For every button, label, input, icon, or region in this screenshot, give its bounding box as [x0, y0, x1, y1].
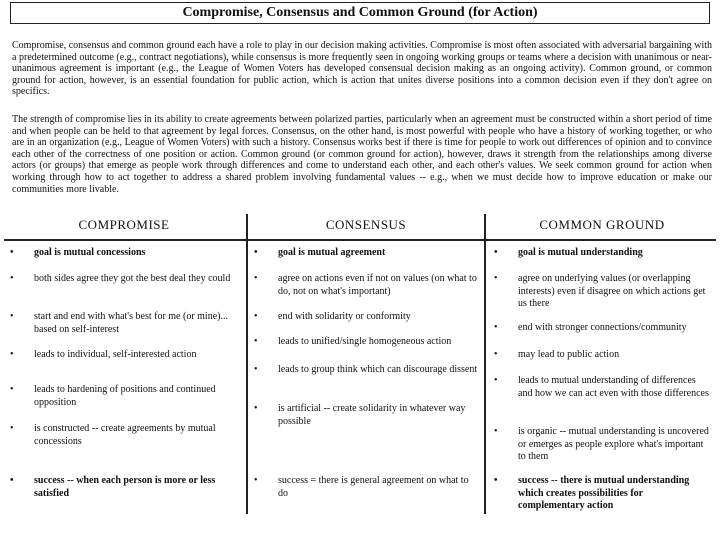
- bullet-icon: •: [494, 375, 498, 386]
- comparison-table: [4, 214, 716, 514]
- document-title: Compromise, Consensus and Common Ground (for Action): [10, 2, 710, 24]
- bullet-icon: •: [254, 273, 258, 284]
- bullet-icon: •: [10, 423, 14, 434]
- consensus-column: CONSENSUS • goal is mutual agreement • agree on actions even if not on values (on what to do, not on what's important) • end with solidarity or conformity • leads to unified/single homogeneous action • leads to group think which can discourage dissent • is artificial -- create solidarity in whatever way possible • success = there is general agreement on what to do: [248, 214, 484, 514]
- bullet-icon: •: [254, 475, 258, 486]
- bullet-icon: •: [494, 349, 498, 360]
- bullet-icon: •: [254, 403, 258, 414]
- bullet-icon: •: [10, 247, 14, 258]
- common-ground-column: COMMON GROUND • goal is mutual understanding • agree on underlying values (or overlapping interests) even if disagree on which actions get us there • end with stronger connections/community • may lead to public action • leads to mutual understanding of differences and how we can act even with those differences • is organic -- mutual understanding is uncovered or emerges as people explore what's important to them • success -- there is mutual understanding which creates possibilities for complementary action: [488, 214, 716, 514]
- intro-paragraph: Compromise, consensus and common ground each have a role to play in our decision making activities. Compromise is most often associated with adversarial bargaining with a predetermined outcome (e.g., contract negotiations), while consensus is more frequently seen in ongoing working groups or teams where a decision with unanimous or near-unanimous agreement is important (e.g., the League of Women Voters has developed consensual decision making as an ongoing activity). Common ground, or common ground for action, however, is an essential foundation for public action, which is action that unites diverse positions into a common decision even if they don't agree on specifics.: [12, 40, 712, 98]
- bullet-icon: •: [494, 426, 498, 437]
- column-divider: [484, 214, 486, 514]
- bullet-icon: •: [254, 311, 258, 322]
- column-heading: COMPROMISE: [78, 217, 170, 232]
- bullet-icon: •: [10, 311, 14, 322]
- bullet-icon: •: [10, 349, 14, 360]
- bullet-icon: •: [494, 322, 498, 333]
- strength-paragraph: The strength of compromise lies in its ability to create agreements between polarized parties, particularly when an agreement must be constructed within a short period of time and when people can be held to that agreement by legal forces. Consensus, on the other hand, is most powerful with people who have a history of working together, or who are in an organization (e.g., League of Women Voters) with such a history. Consensus works best if there is time for people to work out differences of opinion and to convince each other of the correctness of one position or action. Common ground (or common ground for action), however, draws it strength from the relationships among diverse actors (or groups) that emerge as people work through differences and come to understand each other, and each other's values. We seek common ground for action when working through how to act together to address a shared problem involving fundamental values -- e.g., when we must decide how to improve education or make our communities more livable.: [12, 114, 712, 195]
- bullet-icon: •: [254, 364, 258, 375]
- bullet-icon: •: [494, 247, 498, 258]
- bullet-icon: •: [494, 475, 498, 486]
- compromise-column: COMPROMISE • goal is mutual concessions • both sides agree they got the best deal they could • start and end with what's best for me (or mine)... based on self-interest • leads to individual, self-interested action • leads to hardening of positions and continued opposition • is constructed -- create agreements by mutual concessions • success -- when each person is more or less satisfied: [4, 214, 244, 514]
- column-heading: COMMON GROUND: [539, 217, 665, 232]
- column-heading: CONSENSUS: [325, 217, 407, 232]
- bullet-icon: •: [254, 247, 258, 258]
- bullet-icon: •: [254, 336, 258, 347]
- bullet-icon: •: [10, 273, 14, 284]
- bullet-icon: •: [10, 475, 14, 486]
- bullet-icon: •: [494, 273, 498, 284]
- bullet-icon: •: [10, 384, 14, 395]
